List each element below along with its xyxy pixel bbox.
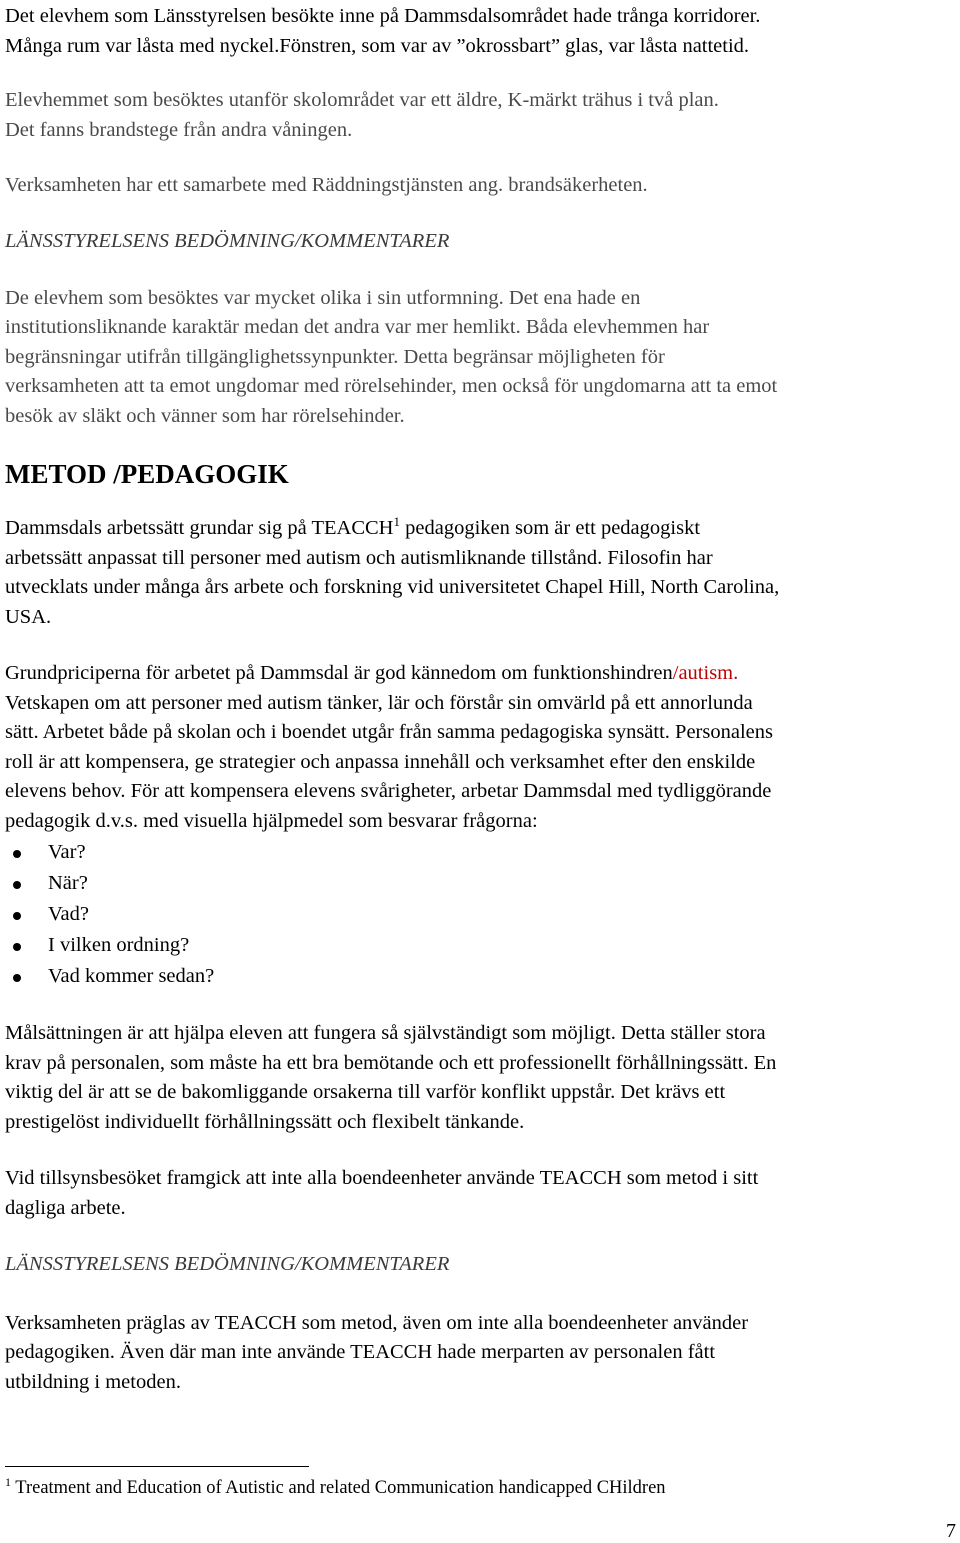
text-line: pedagogik d.v.s. med visuella hjälpmedel som besvarar frågorna:: [5, 809, 538, 832]
bullet-icon: [13, 881, 21, 889]
footnote-divider: [5, 1466, 309, 1467]
list-item-label: Var?: [48, 841, 86, 863]
text-line: utbildning i metoden.: [5, 1370, 181, 1393]
text-line: utvecklats under många års arbete och forskning vid universitetet Chapel Hill, North Carolina,: [5, 576, 780, 598]
text-line: dagliga arbete.: [5, 1196, 126, 1219]
text-line: verksamheten att ta emot ungdomar med rörelsehinder, men också för ungdomarna att ta emot: [5, 375, 778, 397]
text-line: Verksamheten har ett samarbete med Räddningstjänsten ang. brandsäkerheten.: [5, 174, 648, 196]
text-line: pedagogiken som är ett pedagogiskt: [400, 517, 701, 539]
method-paragraph-1: [5, 514, 957, 632]
list-item: [5, 837, 957, 868]
intro-paragraph-2: [5, 86, 760, 145]
text-line: elevens behov. För att kompensera elevens svårigheter, arbetar Dammsdal med tydliggörande: [5, 780, 772, 802]
bullet-icon: [13, 974, 21, 982]
method-section: [5, 457, 957, 1223]
method-paragraph-2: [5, 659, 957, 836]
text-line: sätt. Arbetet både på skolan och i boendet utgår från samma pedagogiska synsätt. Personalens: [5, 721, 773, 743]
footnote-number: 1: [5, 1475, 11, 1489]
assessment-heading: LÄNSSTYRELSENS BEDÖMNING/KOMMENTARER: [5, 1253, 450, 1275]
list-item: [5, 961, 957, 992]
list-item: [5, 899, 957, 930]
intro-section: [5, 0, 760, 201]
method-paragraph-3: [5, 1019, 957, 1137]
list-item-label: Vad kommer sedan?: [48, 965, 215, 987]
text-line: krav på personalen, som måste ha ett bra bemötande och ett professionellt förhållningssätt. En: [5, 1051, 777, 1074]
list-item-label: I vilken ordning?: [48, 934, 190, 956]
assessment-section-2: [5, 1250, 748, 1397]
bullet-icon: [13, 943, 21, 951]
text-line: Vetskapen om att personer med autism tänker, lär och förstår sin omvärld på ett annorlunda: [5, 691, 753, 714]
bullet-icon: [13, 912, 21, 920]
text-line: besök av släkt och vänner som har rörelsehinder.: [5, 404, 405, 427]
method-paragraph-4: [5, 1164, 957, 1223]
text-line: Målsättningen är att hjälpa eleven att fungera så självständigt som möjligt. Detta ställer stora: [5, 1022, 766, 1044]
text-line: Grundpriciperna för arbetet på Dammsdal är god kännedom om funktionshindren: [5, 662, 673, 684]
text-line: viktig del är att se de bakomliggande orsakerna till varför konflikt uppstår. Det krävs ett: [5, 1081, 726, 1103]
assessment-paragraph: [5, 1309, 748, 1398]
text-line: Verksamheten präglas av TEACCH som metod, även om inte alla boendeenheter använder: [5, 1311, 749, 1334]
bullet-icon: [13, 850, 21, 858]
text-line: Många rum var låsta med nyckel.Fönstren, som var av ”okrossbart” glas, var låsta nattetid.: [5, 34, 750, 57]
intro-paragraph-3: [5, 171, 760, 201]
text-line: roll är att kompensera, ge strategier och anpassa innehåll och verksamhet efter den enskilde: [5, 750, 756, 773]
list-item-label: När?: [48, 872, 88, 894]
assessment-heading: LÄNSSTYRELSENS BEDÖMNING/KOMMENTARER: [5, 230, 450, 252]
text-line: pedagogiken. Även där man inte använde TEACCH hade merparten av personalen fått: [5, 1341, 716, 1363]
list-item: [5, 930, 957, 961]
intro-paragraph-1: [5, 2, 760, 61]
text-line: Det elevhem som Länsstyrelsen besökte inne på Dammsdalsområdet hade trånga korridorer.: [5, 5, 761, 27]
highlighted-text: /autism.: [672, 662, 739, 684]
footnote-text: Treatment and Education of Autistic and related Communication handicapped CHildren: [15, 1478, 666, 1498]
text-line: Det fanns brandstege från andra våningen.: [5, 118, 353, 141]
footnote-reference[interactable]: 1: [393, 514, 400, 529]
text-line: USA.: [5, 605, 52, 628]
text-line: begränsningar utifrån tillgänglighetssynpunkter. Detta begränsar möjligheten för: [5, 345, 665, 368]
assessment-section-1: [5, 227, 777, 431]
page-number: 7: [946, 1520, 956, 1542]
text-line: Dammsdals arbetssätt grundar sig på TEACCH: [5, 517, 394, 539]
list-item: [5, 868, 957, 899]
assessment-paragraph: [5, 284, 777, 432]
text-line: prestigelöst individuellt förhållningssätt och flexibelt tänkande.: [5, 1110, 525, 1133]
text-line: De elevhem som besöktes var mycket olika i sin utformning. Det ena hade en: [5, 286, 641, 309]
section-heading: METOD /PEDAGOGIK: [5, 459, 289, 489]
text-line: Elevhemmet som besöktes utanför skolområdet var ett äldre, K-märkt trähus i två plan.: [5, 89, 719, 111]
question-list: [5, 837, 957, 992]
text-line: arbetssätt anpassat till personer med autism och autismliknande tillstånd. Filosofin har: [5, 546, 713, 569]
text-line: Vid tillsynsbesöket framgick att inte alla boendeenheter använde TEACCH som metod i sitt: [5, 1167, 759, 1189]
text-line: institutionsliknande karaktär medan det andra var mer hemlikt. Båda elevhemmen har: [5, 316, 710, 338]
footnote: [5, 1476, 666, 1500]
list-item-label: Vad?: [48, 903, 89, 925]
